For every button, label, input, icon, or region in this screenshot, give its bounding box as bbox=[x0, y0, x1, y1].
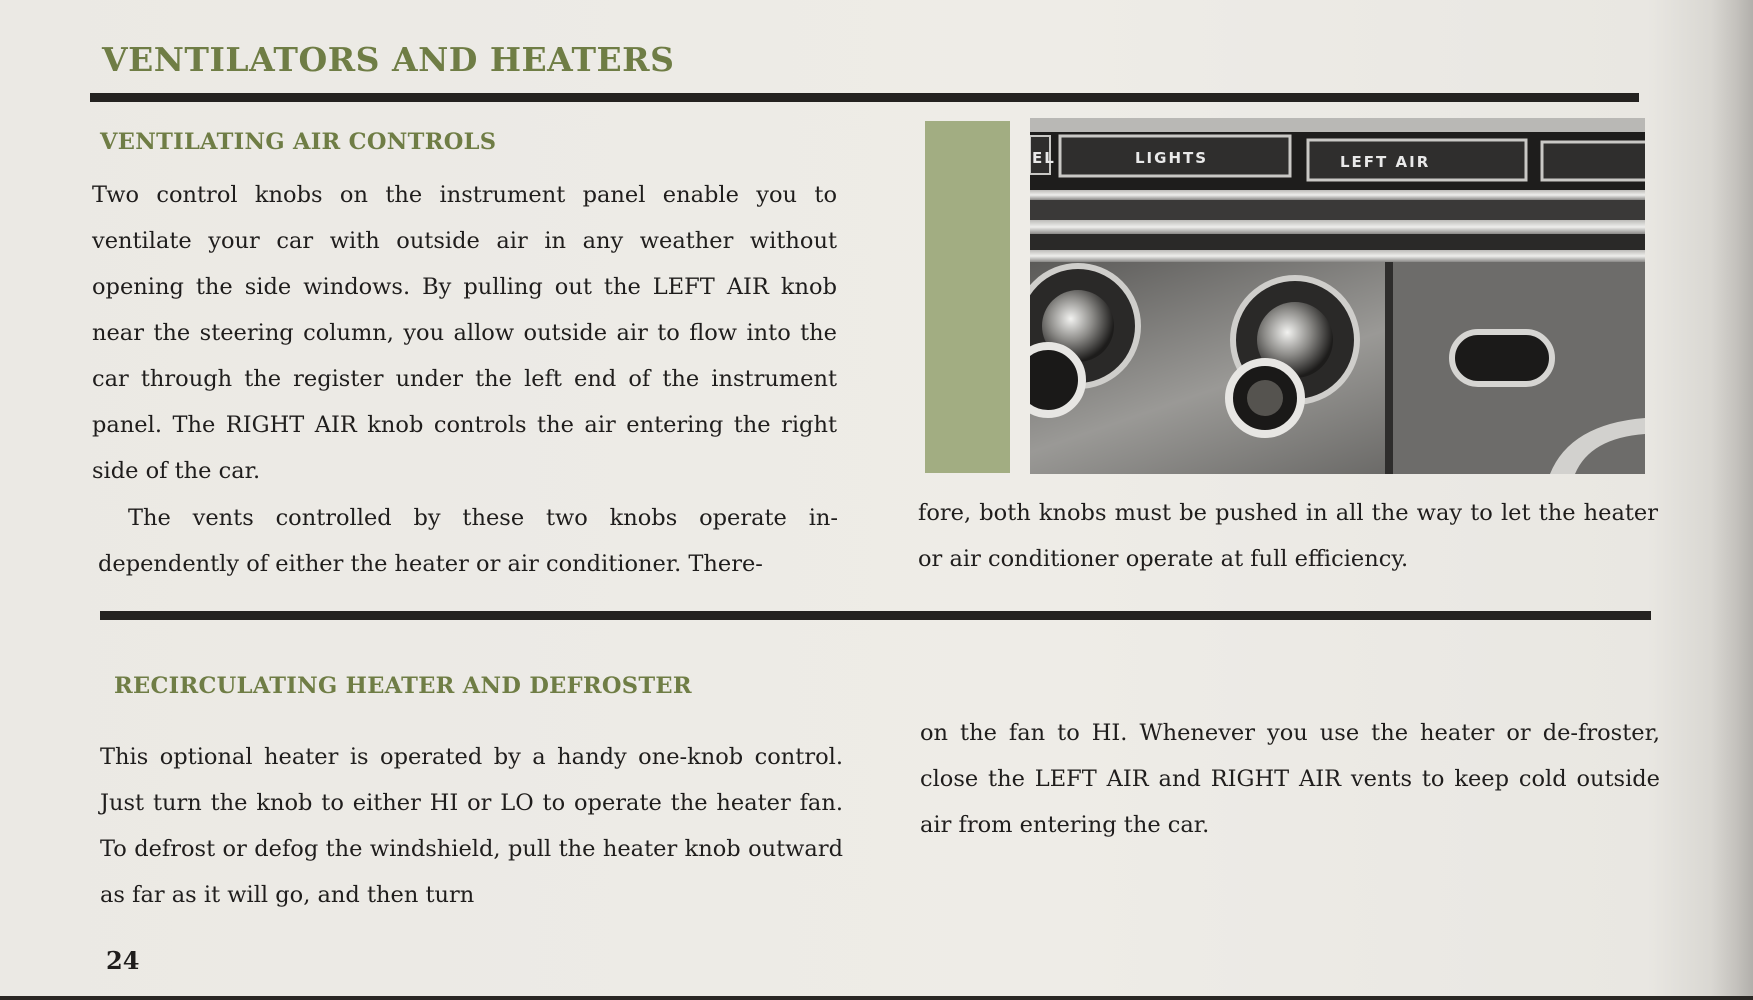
middle-rule bbox=[100, 611, 1651, 620]
page-edge-shadow bbox=[1711, 0, 1753, 1000]
ventilating-paragraph-2-continued: fore, both knobs must be pushed in all the way to let the heater or air conditioner operate at full efficiency. bbox=[918, 500, 1658, 572]
page-bottom-edge bbox=[0, 996, 1753, 1000]
label-left-fragment: EL bbox=[1032, 149, 1056, 167]
green-accent-bar bbox=[925, 121, 1010, 473]
section-heading-ventilating: VENTILATING AIR CONTROLS bbox=[100, 129, 497, 155]
label-lights: LIGHTS bbox=[1135, 149, 1209, 167]
top-rule bbox=[90, 93, 1639, 102]
label-left-air: LEFT AIR bbox=[1340, 153, 1431, 171]
ventilating-paragraph-1: Two control knobs on the instrument panel enable you to ventilate your car with outside air in any weather without opening the side windows. By pulling out the LEFT AIR knob near the steering column, you allow outside air to flow into the car through the register under the left end of the instrument panel. The RIGHT AIR knob controls the air entering the right side of the car. bbox=[92, 182, 837, 484]
heater-paragraph-right: on the fan to HI. Whenever you use the heater or de-froster, close the LEFT AIR and RIGHT AIR vents to keep cold outside air from entering the car. bbox=[920, 720, 1660, 838]
heater-paragraph-left: This optional heater is operated by a handy one-knob control. Just turn the knob to either HI or LO to operate the heater fan. To defrost or defog the windshield, pull the heater knob outward as far as it will go, and then turn bbox=[100, 744, 843, 908]
page-title: VENTILATORS AND HEATERS bbox=[102, 40, 675, 79]
instrument-panel-photo bbox=[1030, 118, 1645, 474]
section-heading-recirculating: RECIRCULATING HEATER AND DEFROSTER bbox=[114, 673, 692, 699]
ventilating-paragraph-2: The vents controlled by these two knobs operate in-dependently of either the heater or air conditioner. There- bbox=[98, 505, 838, 577]
page-number: 24 bbox=[106, 946, 140, 975]
